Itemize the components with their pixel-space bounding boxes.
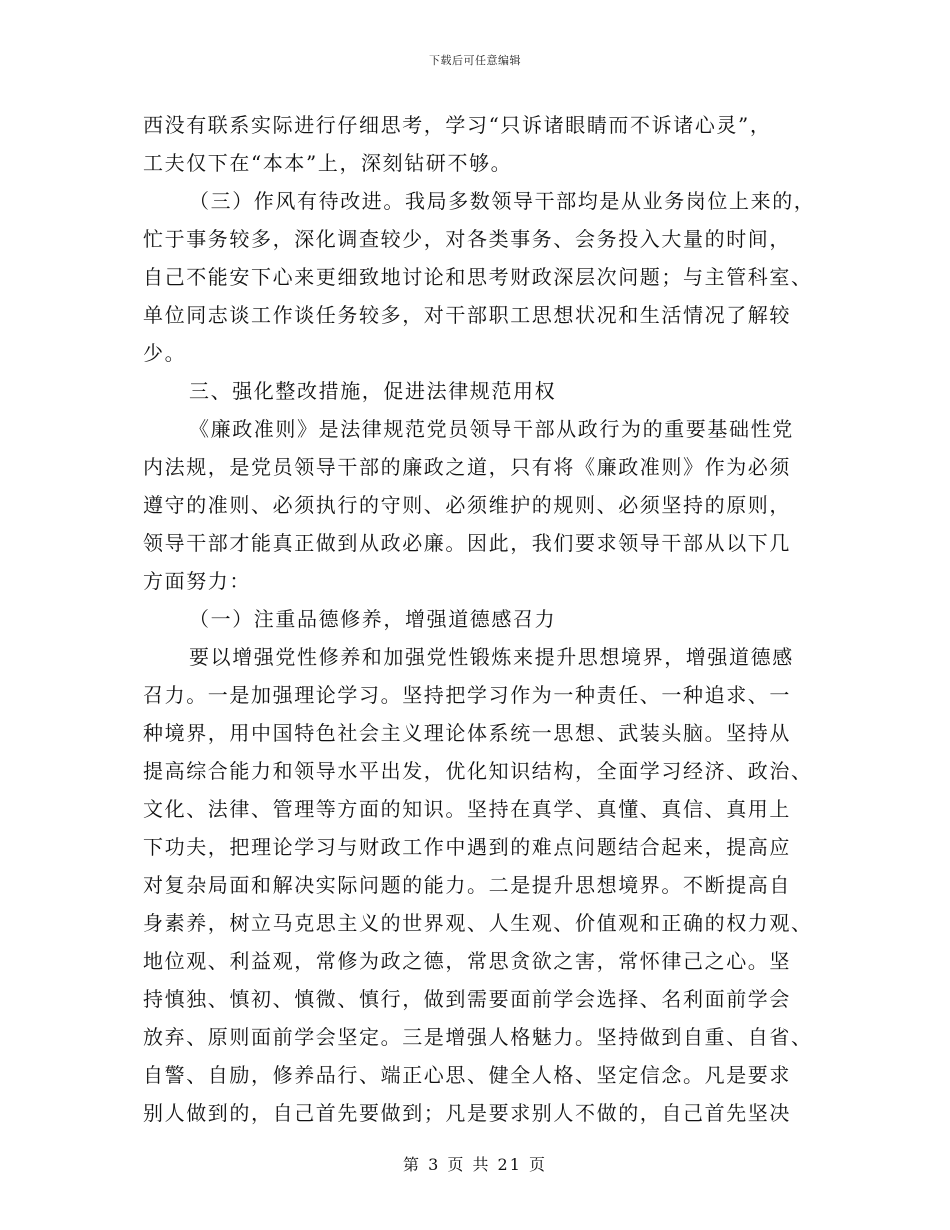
page-header: 下载后可任意编辑 [429,54,521,67]
text-line: 自己不能安下心来更细致地讨论和思考财政深层次问题；与主管科室、 [143,265,813,289]
text-line: 领导干部才能真正做到从政必廉。因此，我们要求领导干部从以下几 [143,531,791,555]
text-line: 遵守的准则、必须执行的守则、必须维护的规则、必须坚持的原则， [143,493,791,517]
text-line: 提高综合能力和领导水平出发，优化知识结构，全面学习经济、政治、 [143,759,813,783]
text-line: 持慎独、慎初、慎微、慎行，做到需要面前学会选择、名利面前学会 [143,987,791,1011]
section-heading: （三）作风有待改进。我局多数领导干部均是从业务岗位上来的， [189,189,816,213]
text-line: 别人做到的，自己首先要做到；凡是要求别人不做的，自己首先坚决 [143,1101,791,1125]
document-body [143,106,823,1132]
text-line: 种境界，用中国特色社会主义理论体系统一思想、武装头脑。坚持从 [143,721,791,745]
page-footer: 第 3 页 共 21 页 [403,1155,547,1174]
text-line: 身素养，树立马克思主义的世界观、人生观、价值观和正确的权力观、 [143,911,813,935]
text-line: 对复杂局面和解决实际问题的能力。二是提升思想境界。不断提高自 [143,873,791,897]
text-line: 召力。一是加强理论学习。坚持把学习作为一种责任、一种追求、一 [143,683,791,707]
text-line: 西没有联系实际进行仔细思考，学习“只诉诸眼睛而不诉诸心灵”， [143,113,772,137]
text-line: 工夫仅下在“本本”上，深刻钻研不够。 [143,151,513,175]
section-heading: 三、强化整改措施，促进法律规范用权 [189,379,557,403]
text-line: 少。 [143,341,187,365]
text-line: 单位同志谈工作谈任务较多，对干部职工思想状况和生活情况了解较 [143,303,791,327]
text-line: 下功夫，把理论学习与财政工作中遇到的难点问题结合起来，提高应 [143,835,791,859]
text-line: 要以增强党性修养和加强党性锻炼来提升思想境界，增强道德感 [189,645,794,669]
text-line: 《廉政准则》是法律规范党员领导干部从政行为的重要基础性党 [189,417,794,441]
text-line: 忙于事务较多，深化调查较少，对各类事务、会务投入大量的时间， [143,227,791,251]
text-line: 文化、法律、管理等方面的知识。坚持在真学、真懂、真信、真用上 [143,797,791,821]
text-line: 方面努力： [143,569,251,593]
text-line: 内法规，是党员领导干部的廉政之道，只有将《廉政准则》作为必须 [143,455,791,479]
section-heading: （一）注重品德修养，增强道德感召力 [189,607,557,631]
text-line: 放弃、原则面前学会坚定。三是增强人格魅力。坚持做到自重、自省、 [143,1025,813,1049]
text-line: 地位观、利益观，常修为政之德，常思贪欲之害，常怀律己之心。坚 [143,949,791,973]
text-line: 自警、自励，修养品行、端正心思、健全人格、坚定信念。凡是要求 [143,1063,791,1087]
